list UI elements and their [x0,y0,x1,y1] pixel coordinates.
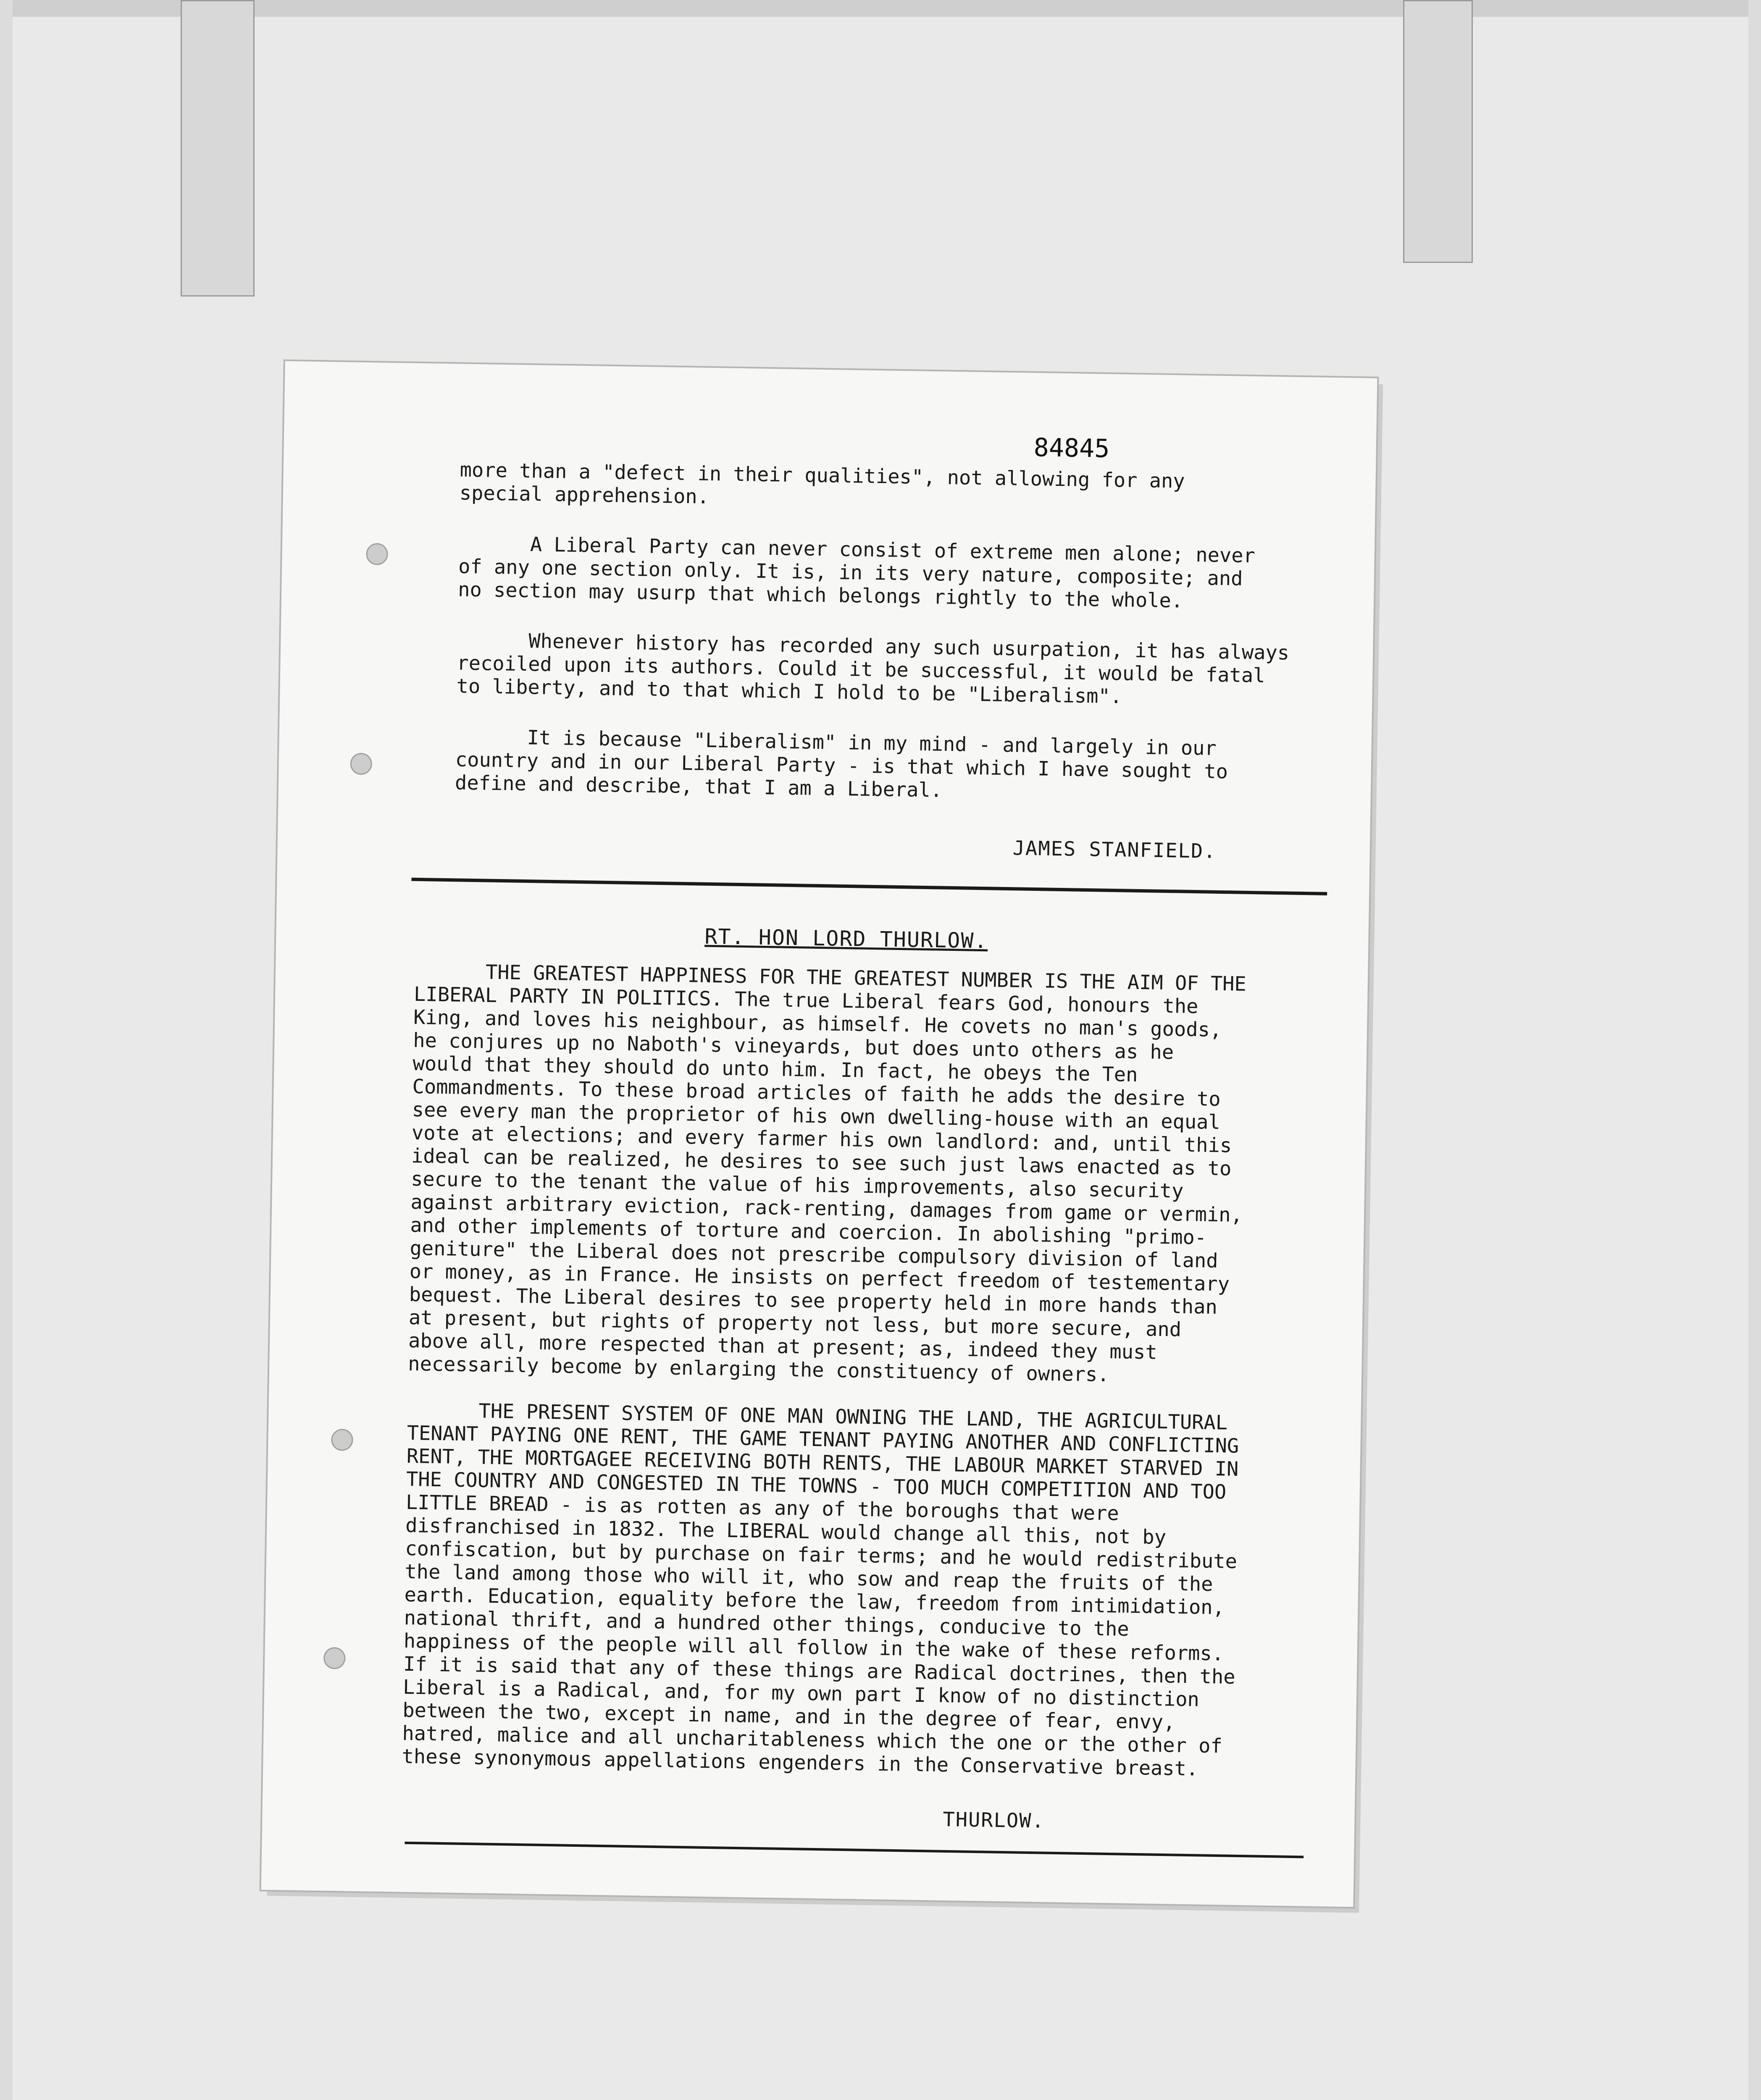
film-edge-top [0,0,1761,17]
essay-one-paragraph-3 [456,628,1348,711]
essay-two-paragraph-1 [408,960,1347,1390]
typed-document-page [261,361,1377,1907]
mounting-tape-top-right [1403,0,1473,263]
paragraph-text: THE PRESENT SYSTEM OF ONE MAN OWNING THE LAND, THE AGRICULTURAL TENANT PAYING ONE RENT, THE GAME TENANT PAYING ANOTHER AND CONFLICTING RENT, THE MORTGAGEE RECEIVING BOTH RENTS, THE LABOUR MARKET STARVED IN THE COUNTRY AND CONGESTED IN THE TOWNS - TOO MUCH COMPETITION AND TOO LITTLE BREAD - is as rotten as any of the boroughs that were disfranchised in 1832. The LIBERAL would change all this, not by confiscation, but by purchase on fair terms; and he would redistribute the land among those who will it, who sow and reap the fruits of the earth. Education, equality before the law, freedom from intimidation, national thrift, and a hundred other things, conducive to the happiness of the people will all follow in the wake of these reforms. If it is said that any of these things are Radical doctrines, then the Liberal is a Radical, and, for my own part I know of no distinction between the two, except in name, and in the degree of fear, envy, hatred, malice and all uncharitableness which the one or the other of these synonymous appellations engenders in the Conservative breast. [402,1399,1239,1781]
mounting-tape-top-left [181,0,255,297]
essay-one-paragraph-1 [459,458,1350,518]
closing-rule [405,1842,1304,1858]
essay-one-paragraph-2 [458,532,1349,615]
paragraph-text: A Liberal Party can never consist of extreme men alone; never of any one section only. It is, in its very nature, composite; and no section may usurp that which belongs rightly to the whole. [457,533,1256,613]
paragraph-text: It is because "Liberalism" in my mind - and largely in our country and in our Liberal Party - is that which I have sought to define and describe, that I am a Liberal. [455,726,1228,802]
essay-two-paragraph-2 [402,1399,1340,1783]
section-divider [411,878,1327,895]
essay-one-paragraph-4 [455,725,1346,808]
signature-stanfield: JAMES STANFIELD. [1012,837,1217,863]
page-number: 84845 [1033,433,1110,464]
paragraph-text: Whenever history has recorded any such usurpation, it has always recoiled upon its authors. Could it be successful, it would be fatal to liberty, and to that which I hold to be "Liberalism". [456,629,1290,709]
punch-hole [331,1429,353,1451]
signature-thurlow: THURLOW. [942,1808,1045,1833]
film-edge-left [0,0,13,2100]
punch-hole [350,753,372,775]
paragraph-text: THE GREATEST HAPPINESS FOR THE GREATEST NUMBER IS THE AIM OF THE LIBERAL PARTY IN POLITICS. The true Liberal fears God, honours the King, and loves his neighbour, as himself. He covets no man's goods, he conjures up no Naboth's vineyards, but does unto others as he would that they should do unto him. In fact, he obeys the Ten Commandments. To these broad articles of faith he adds the desire to see every man the proprietor of his own dwelling-house with an equal vote at elections; and every farmer his own landlord: and, until this ideal can be realized, he desires to see such just laws enacted as to secure to the tenant the value of his improvements, also security against arbitrary eviction, rack-renting, damages from game or vermin, and other implements of torture and coercion. In abolishing "primo- geniture" the Liberal does not prescribe compulsory division of land or money, as in France. He insists on perfect freedom of testementary bequest. The Liberal desires to see property held in more hands than at present, but rights of property not less, but more secure, and above all, more respected than at present; as, indeed they must necessarily become by enlarging the constituency of owners. [407,961,1247,1386]
punch-hole [366,543,388,565]
punch-hole [323,1647,346,1670]
paragraph-text: more than a "defect in their qualities", not allowing for any special apprehension. [459,458,1185,509]
section-heading-thurlow: RT. HON LORD THURLOW. [704,924,988,953]
film-edge-right [1748,0,1761,2100]
